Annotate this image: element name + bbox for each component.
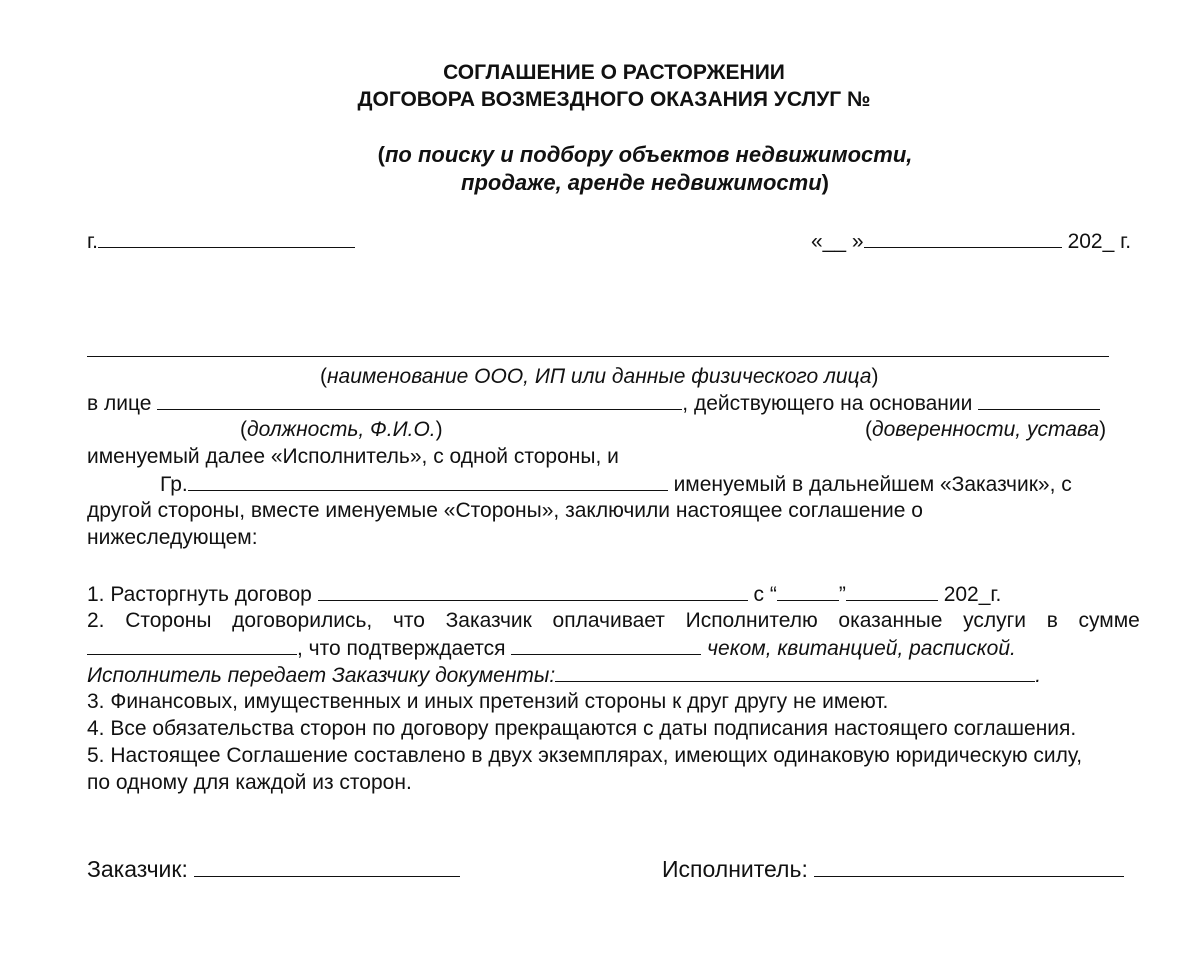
party-hint-line: (наименование ООО, ИП или данные физического лица) (320, 365, 879, 388)
clause-1-quote: ” (838, 583, 846, 606)
transfer-label: Исполнитель передает Заказчику документы: (87, 664, 556, 687)
subtitle-text-2: продаже, аренде недвижимости (461, 170, 822, 195)
party-hint: наименование ООО, ИП или данные физического лица (327, 365, 872, 388)
customer-name-blank[interactable] (188, 471, 668, 491)
clause-1-prefix: 1. Расторгнуть договор (87, 583, 312, 606)
executor-named: именуемый далее «Исполнитель», с одной стороны, и (87, 445, 619, 468)
date-month-blank[interactable] (864, 228, 1062, 248)
customer-named: именуемый в дальнейшем «Заказчик», с (673, 473, 1072, 496)
clause-1-from: с “ (753, 583, 777, 606)
clause-2-line-2 (87, 635, 1016, 662)
confirmed-label: , что подтверждается (297, 637, 506, 660)
month-blank[interactable] (846, 581, 938, 601)
executor-signature-label: Исполнитель: (662, 856, 808, 882)
subtitle-open-paren: ( (377, 142, 385, 167)
customer-line-2: другой стороны, вместе именуемые «Стороны», заключили настоящее соглашение о (87, 499, 923, 522)
clause-5-line-2: по одному для каждой из сторон. (87, 771, 412, 794)
clause-2-line-1 (87, 608, 1140, 634)
date-year: 202_ г. (1067, 230, 1132, 253)
clause-2-word: договорились, (232, 609, 373, 632)
clause-1 (87, 581, 1001, 608)
document-title-line-1: СОГЛАШЕНИЕ О РАСТОРЖЕНИИ (443, 61, 785, 84)
day-blank[interactable] (777, 581, 839, 601)
place-blank[interactable] (98, 228, 355, 248)
clause-2-word: услуги (963, 609, 1027, 632)
clause-4: 4. Все обязательства сторон по договору прекращаются с даты подписания настоящего соглашения. (87, 717, 1077, 740)
contract-blank[interactable] (318, 581, 748, 601)
clause-1-year: 202_г. (943, 583, 1002, 606)
acting-label: , действующего на основании (682, 392, 973, 415)
clause-2-line-3 (87, 662, 1041, 689)
executor-signature-blank[interactable] (814, 855, 1124, 877)
clause-2-word: сумме (1078, 609, 1140, 632)
clause-2-word: 2. (87, 609, 105, 632)
executor-line (87, 390, 1100, 417)
documents-blank[interactable] (555, 662, 1035, 682)
clause-2-word: Заказчик (445, 609, 532, 632)
amount-blank[interactable] (87, 635, 297, 655)
clause-2-word: что (392, 609, 425, 632)
executor-signature (662, 855, 1124, 882)
clause-2-word: оплачивает (552, 609, 665, 632)
basis-hint-line: (доверенности, устава) (865, 418, 1107, 441)
clause-5-line-1: 5. Настоящее Соглашение составлено в двух экземплярах, имеющих одинаковую юридическую силу, (87, 744, 1083, 767)
position-hint-line: (должность, Ф.И.О.) (240, 418, 443, 441)
position-hint: должность, Ф.И.О. (247, 418, 436, 441)
clause-2-word: оказанные (838, 609, 943, 632)
clause-2-word: Стороны (125, 609, 212, 632)
representative-blank[interactable] (157, 390, 682, 410)
place-line (87, 228, 355, 255)
confirmation-blank[interactable] (511, 635, 701, 655)
clause-2-word: в (1046, 609, 1058, 632)
customer-signature-label: Заказчик: (87, 856, 188, 882)
customer-line-3: нижеследующем: (87, 526, 258, 549)
subtitle-line-1 (0, 142, 1200, 168)
clause-2-word: Исполнителю (685, 609, 818, 632)
subtitle-close-paren: ) (821, 170, 829, 195)
in-person-label: в лице (87, 392, 152, 415)
basis-blank[interactable] (978, 390, 1100, 410)
document-title-line-2: ДОГОВОРА ВОЗМЕЗДНОГО ОКАЗАНИЯ УСЛУГ № (357, 88, 871, 111)
documents-types: чеком, квитанцией, распиской. (707, 637, 1016, 660)
customer-prefix: Гр. (160, 473, 188, 496)
subtitle-line-2 (0, 170, 1200, 196)
customer-signature (87, 855, 460, 882)
date-line (811, 228, 1131, 255)
date-day: «__ » (811, 230, 864, 253)
clause-3: 3. Финансовых, имущественных и иных претензий стороны к друг другу не имеют. (87, 690, 889, 713)
transfer-end: . (1035, 664, 1042, 687)
customer-signature-blank[interactable] (194, 855, 460, 877)
customer-line (160, 471, 1072, 498)
place-prefix: г. (87, 230, 98, 253)
basis-hint: доверенности, устава (872, 418, 1100, 441)
party-name-line[interactable] (87, 356, 1109, 357)
subtitle-text-1: по поиску и подбору объектов недвижимости, (384, 142, 913, 167)
